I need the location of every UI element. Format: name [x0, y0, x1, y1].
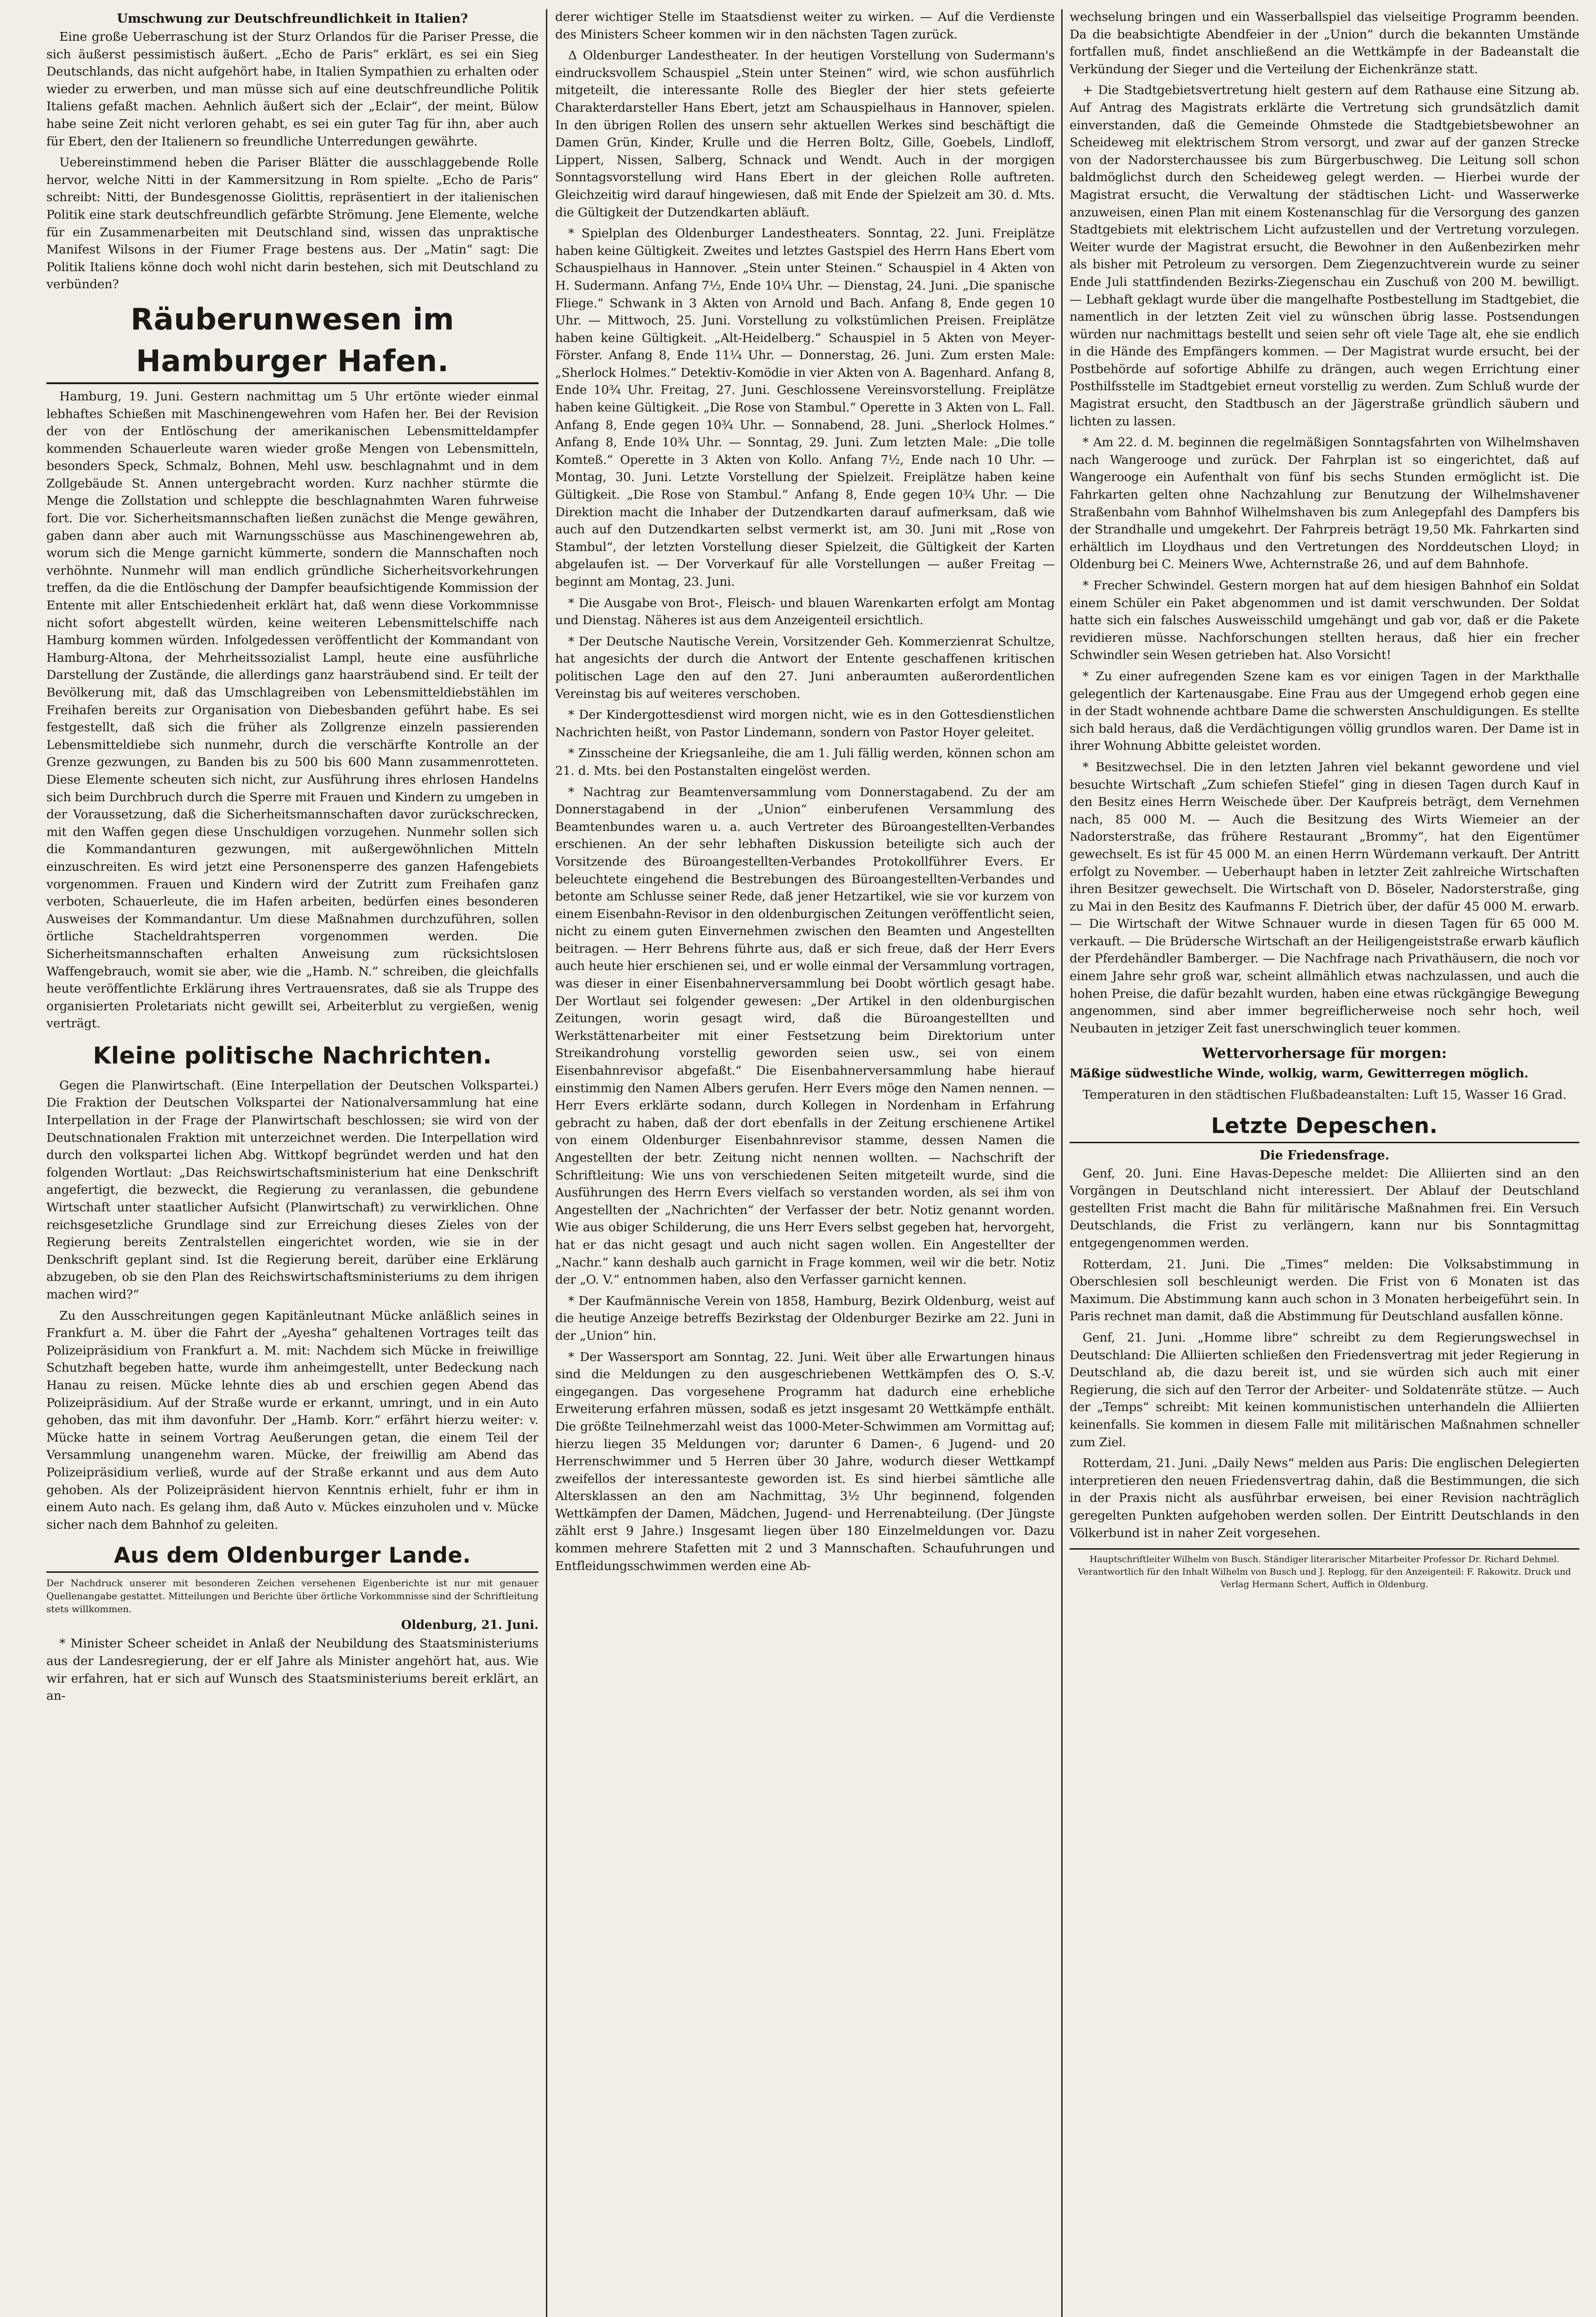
headline-hamburg: Räuberunwesen im Hamburger Hafen.	[46, 299, 538, 384]
article-paragraph: wechselung bringen und ein Wasserballspiel das vielseitige Programm beenden. Da die beabsichtigte Abendfeier in der „Union“ durch die bekannten Umstände fortfallen muß, findet anschließend an die Wettkämpfe in der Badeanstalt die Verkündung der Sieger und die Verteilung der Eichenkränze statt.	[1070, 10, 1579, 76]
weather-title: Wettervorhersage für morgen:	[1202, 1045, 1447, 1062]
article-paragraph: * Der Kaufmännische Verein von 1858, Hamburg, Bezirk Oldenburg, weist auf die heutige Anzeige betreffs Bezirkstag der Oldenburger Bezirke am 22. Juni in der „Union“ hin.	[555, 1293, 1055, 1343]
column-left	[46, 8, 538, 2317]
dispatch-paragraph: Genf, 21. Juni. „Homme libre“ schreibt zu dem Regierungswechsel in Deutschland: Die Alliierten schließen den Friedensvertrag mit jeder Regierung in Deutschland ab, die dazu bereit ist, und sie würden sich auch mit einer Regierung, die sich auf den Terror der Arbeiter- und Soldatenräte stütze. — Auch der „Temps“ schreibt: Mit keinen kommunistischen unterhandeln die Alliierten keinenfalls. Sie kommen in diesem Falle mit militärischen Maßnahmen schneller zum Ziel.	[1070, 1330, 1579, 1450]
article-paragraph: * Spielplan des Oldenburger Landestheaters. Sonntag, 22. Juni. Freiplätze haben keine Gültigkeit. Zweites und letztes Gastspiel des Herrn Hans Ebert vom Schauspielhaus in Hannover. „Stein unter Steinen.“ Schauspiel in 4 Akten von H. Sudermann. Anfang 7½, Ende 10¼ Uhr. — Dienstag, 24. Juni. „Die spanische Fliege.“ Schwank in 3 Akten von Arnold und Bach. Anfang 8, Ende gegen 10 Uhr. — Mittwoch, 25. Juni. Vorstellung zu volkstümlichen Preisen. Freiplätze haben keine Gültigkeit. „Alt-Heidelberg.“ Schauspiel in 5 Akten von Meyer-Förster. Anfang 8, Ende 11¼ Uhr. — Donnerstag, 26. Juni. Zum ersten Male: „Sherlock Holmes.“ Detektiv-Komödie in vier Akten von A. Bagenhard. Anfang 8, Ende 10¾ Uhr. Freitag, 27. Juni. Geschlossene Vereinsvorstellung. Freiplätze haben keine Gültigkeit. „Die Rose von Stambul.“ Operette in 3 Akten von L. Fall. Anfang 8, Ende gegen 10¾ Uhr. — Sonnabend, 28. Juni. „Sherlock Holmes.“ Anfang 8, Ende 10¾ Uhr. — Sonntag, 29. Juni. Zum letzten Male: „Die tolle Komteß.“ Operette in 3 Akten von Kollo. Anfang 7½, Ende nach 10 Uhr. — Montag, 30. Juni. Letzte Vorstellung der Spielzeit. Freiplätze haben keine Gültigkeit. „Die Rose von Stambul.“ Anfang 8, Ende gegen 10¾ Uhr. — Die Direktion macht die Inhaber der Dutzendkarten darauf aufmerksam, daß wie auch auf den Dutzendkarten selbst vermerkt ist, am 30. Juni mit „Rose von Stambul“, der letzten Vorstellung dieser Spielzeit, die Gültigkeit der Karten abgelaufen ist. — Der Vorverkauf für alle Vorstellungen — außer Freitag — beginnt am Montag, 23. Juni.	[555, 226, 1055, 589]
imprint-divider	[1070, 1548, 1579, 1550]
article-paragraph: * Zu einer aufregenden Szene kam es vor einigen Tagen in der Markthalle gelegentlich der Kartenausgabe. Eine Frau aus der Umgegend erhob gegen eine in der Stadt wohnende achtbare Dame die schwersten Anschuldigungen. Es stellte sich bald heraus, daß die Verdächtigungen völlig grundlos waren. Der Dame ist in ihrer Wohnung Abbitte geleistet worden.	[1070, 669, 1579, 753]
article-paragraph: * Besitzwechsel. Die in den letzten Jahren viel bekannt gewordene und viel besuchte Wirtschaft „Zum schiefen Stiefel“ ging in diesen Tagen durch Kauf in den Besitz eines Herrn Weischede über. Der Kaufpreis beträgt, dem Vernehmen nach, 85 000 M. — Auch die Besitzung des Wirts Wiemeier an der Nadorsterstraße, das frühere Restaurant „Brommy“, hat den Eigentümer gewechselt. Es ist für 45 000 M. an einen Herrn Würdemann verkauft. Der Antritt erfolgt zu November. — Ueberhaupt haben in letzter Zeit zahlreiche Wirtschaften ihren Besitzer gewechselt. Die Wirtschaft von D. Böseler, Nadorsterstraße, ging zu Mai in den Besitz des Kaufmanns F. Dietrich über, der dafür 45 000 M. erwarb. — Die Wirtschaft der Witwe Schnauer wurde in diesen Tagen für 65 000 M. verkauft. — Die Brüdersche Wirtschaft an der Heiligengeiststraße erwarb käuflich der Pferdehändler Bamberger. — Die Nachfrage nach Privathäusern, die noch vor einem Jahre sehr groß war, scheint allmählich etwas nachzulassen, und auch die hohen Preise, die dafür bezahlt wurden, haben eine etwas rückgängige Bewegung angenommen, sind aber immer begreiflicherweise noch sehr hoch, weil Neubauten in jetziger Zeit fast unerschwinglich teuer kommen.	[1070, 760, 1579, 1036]
article-paragraph: * Nachtrag zur Beamtenversammlung vom Donnerstagabend. Zu der am Donnerstagabend in der „Union“ einberufenen Versammlung des Beamtenbundes waren u. a. auch Vertreter des Büroangestellten-Verbandes erschienen. An der sehr lebhaften Diskussion beteiligte sich auch der Vorsitzende des Büroangestellten-Verbandes Protokollführer Evers. Er beleuchtete eingehend die Bestrebungen des Büroangestellten-Verbandes und betonte am Schlusse seiner Rede, daß jener Hetzartikel, wie sie vor kurzem von einem Eisenbahn-Revisor in den oldenburgischen Zeitungen veröffentlicht seien, nicht zu einem guten Einvernehmen zwischen den Beamten und Angestellten beitragen. — Herr Behrens führte aus, daß er sich freue, daß der Herr Evers auch heute hier erschienen sei, und er wolle einmal der Versammlung vortragen, was dieser in einer Eisenbahnerversammlung bei Doobt wörtlich gesagt habe. Der Wortlaut sei folgender gewesen: „Der Artikel in den oldenburgischen Zeitungen, worin gesagt wird, daß die Büroangestellten und Werkstättenarbeiter mit einer Festsetzung beim Direktorium unter Streikandrohung vorstellig geworden seien usw., sei von einem Eisenbahnrevisor abgefaßt.“ Die Eisenbahnerversammlung habe hierauf einstimmig den Namen Albers gerufen. Herr Evers möge den Namen nennen. — Herr Evers erklärte sodann, durch Kollegen in Nordenham in Erfahrung gebracht zu haben, daß der dort ebenfalls in der Zeitung erschienene Artikel von einem Oldenburger Eisenbahnrevisor stamme, dessen Namen die Angestellten der betr. Zeitung nicht nennen wollten. — Nachschrift der Schriftleitung: Wie uns von verschiedenen Seiten mitgeteilt wurde, sind die Ausführungen des Herrn Evers vielfach so verstanden worden, als sei ihm von Angestellten der „Nachrichten“ der Verfasser der betr. Notiz genannt worden. Wie aus obiger Schilderung, die uns Herr Evers selbst gegeben hat, hervorgeht, hat er das nicht gesagt und auch nicht sagen wollen. Ein Angestellter der „Nachr.“ kann deshalb auch garnicht in Frage kommen, weil wir die betr. Notiz der „O. V.“ entnommen haben, also den Verfasser garnicht kennen.	[555, 785, 1055, 1287]
article-paragraph: * Der Deutsche Nautische Verein, Vorsitzender Geh. Kommerzienrat Schultze, hat angesichts der durch die Antwort der Entente geschaffenen kritischen politischen Lage den auf den 27. Juni anberaumten außerordentlichen Vereinstag bis auf weiteres verschoben.	[555, 634, 1055, 701]
dispatch-paragraph: Rotterdam, 21. Juni. Die „Times“ melden: Die Volksabstimmung in Oberschlesien soll beschleunigt werden. Die Frist von 6 Monaten ist das Maximum. Die Abstimmung kann auch schon in 3 Monaten herbeigeführt sein. In Paris rechnet man damit, daß die Abstimmung für Deutschland ausfallen könne.	[1070, 1257, 1579, 1324]
dispatch-paragraph: Genf, 20. Juni. Eine Havas-Depesche meldet: Die Alliierten sind an den Vorgängen in Deutschland nicht interessiert. Der Ablauf der Deutschland gestellten Frist macht die Bahn für militärische Maßnahmen frei. Ein Versuch Deutschlands, die Frist zu verlängern, kann nur bis Sonntagmittag entgegengenommen werden.	[1070, 1166, 1579, 1250]
headline-latest-dispatches: Letzte Depeschen.	[1070, 1109, 1579, 1143]
article-paragraph: Δ Oldenburger Landestheater. In der heutigen Vorstellung von Sudermann's eindrucksvollem Schauspiel „Stein unter Steinen“ wird, wie schon ausführlich mitgeteilt, die interessante Rolle des Biegler der hier stets gefeierte Charakterdarsteller Hans Ebert, jetzt am Schauspielhaus in Hannover, spielen. In den übrigen Rollen des unsern sehr aktuellen Werkes sind beschäftigt die Damen Grün, Kinder, Krulle und die Herren Boltz, Gille, Goebels, Lindloff, Lippert, Nissen, Salberg, Schnack und Wendt. Auch in der morgigen Sonntagsvorstellung wird Hans Ebert in der gleichen Rolle auftreten. Gleichzeitig wird darauf hingewiesen, daß mit Ende der Spielzeit am 30. d. Mts. die Gültigkeit der Dutzendkarten abläuft.	[555, 48, 1055, 220]
column-right	[1070, 8, 1579, 2317]
headline-political-news: Kleine politische Nachrichten.	[93, 1042, 492, 1069]
article-paragraph: Hamburg, 19. Juni. Gestern nachmittag um 5 Uhr ertönte wieder einmal lebhaftes Schießen mit Maschinengewehren vom Hafen her. Bei der Revision der von der Entlöschung der amerikanischen Lebensmitteldampfer kommenden Schauerleute waren wieder große Mengen von Lebensmitteln, besonders Speck, Schmalz, Bohnen, Mehl usw. beschlagnahmt und in dem Zollgebäude St. Annen untergebracht worden. Kurz nachher stürmte die Menge die Zollstation und schleppte die beschlagnahmten Waren fuhrweise fort. Die vor. Sicherheitsmannschaften ließen zunächst die Menge gewähren, gaben dann aber auch mit Warnungsschüsse aus Maschinengewehren ab, worum sich die Menge garnicht kümmerte, sondern die Mannschaften noch verhöhnte. Nunmehr will man endlich gründliche Sicherheitsvorkehrungen treffen, da die die Entlöschung der Dampfer beaufsichtigende Kommission der Entente mit aller Entschiedenheit erklärt hat, daß wenn diese Vorkommnisse nicht sofort abgestellt würden, keine weiteren Lebensmittelschiffe nach Hamburg kommen würden. Infolgedessen veröffentlicht der Kommandant von Hamburg-Altona, der Mehrheitssozialist Lampl, heute eine ausführliche Darstellung der Zustände, die allerdings ganz haarsträubend sind. Er teilt der Bevölkerung mit, daß das Umschlagreiben von Lebensmitteldiebstählen im Freihafen bereits zur Organisation von Diebesbanden geführt habe. Es sei festgestellt, daß sich die früher als Zollgrenze einzeln passierenden Lebensmitteldiebe sich nunmehr, durch die verschärfte Kontrolle an der Grenze gezwungen, zu Banden bis zu 500 bis 600 Mann zusammenrotteten. Diese Elemente scheuten sich nicht, zur Ausführung ihres ehrlosen Handelns sich beim Durchbruch durch die Sperre mit Frauen und Kindern zu umgeben in der Voraussetzung, daß die Sicherheitsmannschaften davor zurückschrecken, mit den Waffen gegen diese Unschuldigen vorzugehen. Nunmehr sollen sich die Kommandanturen gezwungen, mit außergewöhnlichen Mitteln einzuschreiten. Es wird jetzt eine Personensperre des ganzen Hafengebiets vorgenommen. Frauen und Kindern wird der Zutritt zum Freihafen ganz verboten, Schauerleute, die im Hafen arbeiten, bedürfen eines besonderen Ausweises der Kommandantur. Um diese Maßnahmen durchzuführen, sollen örtliche Stacheldrahtsperren vorgenommen werden. Die Sicherheitsmannschaften erhalten Anweisung zum rücksichtslosen Waffengebrauch, womit sie aber, wie die „Hamb. N.“ schreiben, die gleichfalls heute veröffentlichte Erklärung ihres Vertrauensrates, daß sie als Truppe des organisierten Proletariats nicht gewillt sei, Arbeiterblut zu vergießen, wenig verträgt.	[46, 389, 538, 1031]
article-paragraph: derer wichtiger Stelle im Staatsdienst weiter zu wirken. — Auf die Verdienste des Ministers Scheer kommen wir in den nächsten Tagen zurück.	[555, 10, 1055, 42]
dispatch-paragraph: Rotterdam, 21. Juni. „Daily News“ melden aus Paris: Die englischen Delegierten interpretieren den neuen Friedensvertrag dahin, daß die Bestimmungen, die sich in der Praxis nicht als ausführbar erweisen, bei einer Revision nachträglich geregelten Punkten aufgehoben werden sollen. Der Eintritt Deutschlands in den Völkerbund ist in naher Zeit vorgesehen.	[1070, 1456, 1579, 1540]
imprint: Hauptschriftleiter Wilhelm von Busch. Ständiger literarischer Mitarbeiter Professor Dr. Richard Dehmel. Verantwortlich für den Inhalt Wilhelm von Busch und J. Replogg, für den Anzeigenteil: F. Rakowitz. Druck und Verlag Hermann Schert, Auffich in Oldenburg.	[1077, 1554, 1571, 1590]
article-title-italy: Umschwung zur Deutschfreundlichkeit in Italien?	[117, 12, 468, 26]
article-paragraph: Zu den Ausschreitungen gegen Kapitänleutnant Mücke anläßlich seines in Frankfurt a. M. über die Fahrt der „Ayesha“ gehaltenen Vortrages teilt das Polizeipräsidium von Frankfurt a. M. mit: Nachdem sich Mücke in freiwillige Schutzhaft begeben hatte, wurde ihm anheimgestellt, unter Bedeckung nach Hanau zu reisen. Mücke lehnte dies ab und erschien gegen Abend das Polizeipräsidium. Auf der Straße wurde er erkannt, umringt, und in ein Auto gehoben, das mit ihm davonfuhr. Der „Hamb. Korr.“ erfährt hierzu weiter: v. Mücke hatte in seinem Vortrag Aeußerungen getan, die einem Teil der Versammlung unangenehm waren. Mücke, der freiwillig am Abend das Polizeipräsidium verließ, wurde auf der Straße erkannt und aus dem Auto gehoben. Als der Polizeipräsident hiervon Kenntnis erhielt, fuhr er ihm in einem Auto nach. Es gelang ihm, daß Auto v. Mückes einzuholen und v. Mücke sicher nach dem Bahnhof zu geleiten.	[46, 1308, 538, 1532]
article-paragraph: * Der Wassersport am Sonntag, 22. Juni. Weit über alle Erwartungen hinaus sind die Meldungen zu den ausgeschriebenen Wettkämpfen des O. S.-V. eingegangen. Das vorgesehene Programm hat dadurch eine erhebliche Erweiterung erfahren müssen, sodaß es jetzt insgesamt 20 Wettkämpfe enthält. Die größte Teilnehmerzahl weist das 1000-Meter-Schwimmen am Vormittag auf; hierzu liegen 35 Meldungen vor; darunter 6 Damen-, 6 Jugend- und 20 Herrenschwimmer und 5 Herren über 30 Jahre, wodurch dieser Wettkampf zweifellos der interessanteste geworden ist. Es sind hierbei sämtliche alle Altersklassen an den am Nachmittag, 3½ Uhr beginnend, folgenden Wettkämpfen der Damen, Mädchen, Jugend- und Herrenabteilung. (Der Jüngste zählt erst 9 Jahre.) Insgesamt liegen über 180 Einzelmeldungen vor. Dazu kommen mehrere Stafetten mit 2 und 3 Mannschaften. Schaufuhrungen und Entfleidungsschwimmen werden eine Ab-	[555, 1349, 1055, 1573]
reprint-notice: Der Nachdruck unserer mit besonderen Zeichen versehenen Eigenberichte ist nur mit genauer Quellenangabe gestattet. Mitteilungen und Berichte über örtliche Vorkommnisse sind der Schriftleitung stets willkommen.	[46, 1577, 538, 1615]
article-paragraph: * Minister Scheer scheidet in Anlaß der Neubildung des Staatsministeriums aus der Landesregierung, der er elf Jahre als Minister angehört hat, aus. Wie wir erfahren, hat er sich auf Wunsch des Staatsministeriums bereit erklärt, an an-	[46, 1636, 538, 1703]
column-rule-left	[546, 9, 547, 2317]
article-paragraph: * Am 22. d. M. beginnen die regelmäßigen Sonntagsfahrten von Wilhelmshaven nach Wangerooge und zurück. Der Fahrplan ist so eingerichtet, daß auf Wangerooge ein Aufenthalt von fünf bis sechs Stunden ermöglicht ist. Die Fahrkarten gelten ohne Nachzahlung zur Benutzung der Wilhelmshavener Straßenbahn vom Bahnhof Wilhelmshaven bis zum Anlegepfahl des Dampfers bis der Strandhalle und umgekehrt. Der Fahrpreis beträgt 19,50 Mk. Fahrkarten sind erhältlich im Lloydhaus und den Vertretungen des Norddeutschen Lloyd; in Oldenburg bei C. Meiners Wwe, Achternstraße 26, und auf dem Bahnhofe.	[1070, 435, 1579, 572]
section-subtitle: Die Friedensfrage.	[1259, 1148, 1390, 1163]
article-paragraph: * Die Ausgabe von Brot-, Fleisch- und blauen Warenkarten erfolgt am Montag und Dienstag. Näheres ist aus dem Anzeigenteil ersichtlich.	[555, 595, 1055, 628]
dateline: Oldenburg, 21. Juni.	[401, 1618, 538, 1633]
article-paragraph: Eine große Ueberraschung ist der Sturz Orlandos für die Pariser Presse, die sich äußerst pessimistisch äußert. „Echo de Paris“ erklärt, es sei ein Sieg Deutschlands, das nicht aufgehört habe, in Italien Sympathien zu erhalten oder wieder zu erwerben, und man müsse sich auf eine deutschfreundliche Politik Italiens gefaßt machen. Aehnlich äußert sich der „Eclair“, der meint, Bülow habe seine Zeit nicht verloren gehabt, es sei ein guter Tag für ihn, aber auch für Ebert, den der Italienern so freundliche Unterredungen gewährte.	[46, 30, 538, 149]
article-paragraph: Gegen die Planwirtschaft. (Eine Interpellation der Deutschen Volkspartei.) Die Fraktion der Deutschen Volkspartei der Nationalversammlung hat eine Interpellation in der Frage der Planwirtschaft beschlossen; sie wird von der Deutschnationalen Fraktion mit unterzeichnet werden. Die Interpellation wird durch den volkspartei lichen Abg. Wittkopf begründet werden und hat den folgenden Wortlaut: „Das Reichswirtschaftsministerium hat eine Denkschrift angefertigt, die bezweckt, die Regierung zu veranlassen, die gebundene Wirtschaft unter staatlicher Aufsicht (Planwirtschaft) zu verwirklichen. Ohne reichsgesetzliche Grundlage sind zur Erreichung dieses Zieles von der Regierung bereits Zentralstellen eingerichtet worden, wie sie in der Denkschrift geplant sind. Ist die Regierung bereit, darüber eine Erklärung abzugeben, ob sie den Plan des Reichswirtschaftsministeriums zu dem ihrigen machen wird?“	[46, 1078, 538, 1302]
weather-forecast: Mäßige südwestliche Winde, wolkig, warm, Gewitterregen möglich.	[1070, 1066, 1529, 1081]
article-paragraph: * Zinsscheine der Kriegsanleihe, die am 1. Juli fällig werden, können schon am 21. d. Mts. bei den Postanstalten eingelöst werden.	[555, 746, 1055, 778]
article-paragraph: * Frecher Schwindel. Gestern morgen hat auf dem hiesigen Bahnhof ein Soldat einem Schüler ein Paket abgenommen und ist damit verschwunden. Der Soldat hatte sich ein falsches Ausweisschild umgehängt und gab vor, daß er die Pakete revidieren müsse. Nachforschungen stellten heraus, daß hier ein frecher Schwindler sein Wesen getrieben hat. Also Vorsicht!	[1070, 578, 1579, 663]
water-temperatures: Temperaturen in den städtischen Flußbadeanstalten: Luft 15, Wasser 16 Grad.	[1083, 1088, 1567, 1102]
article-paragraph: Uebereinstimmend heben die Pariser Blätter die ausschlaggebende Rolle hervor, welche Nitti in der Kammersitzung in Rom spielte. „Echo de Paris“ schreibt: Nitti, der Bundesgenosse Giolittis, repräsentiert in der italienischen Politik eine stark deutschfreundlich gefärbte Strömung. Jene Elemente, welche für ein Zusammenarbeiten mit Deutschland sind, wissen das unpraktische Manifest Wilsons in der Fiumer Frage bestens aus. Der „Matin“ sagt: Die Politik Italiens könne doch wohl nicht darin bestehen, sich mit Deutschland zu verbünden?	[46, 155, 538, 292]
column-rule-right	[1061, 9, 1063, 2317]
article-paragraph: * Der Kindergottesdienst wird morgen nicht, wie es in den Gottesdienstlichen Nachrichten heißt, von Pastor Lindemann, sondern von Pastor Hoyer geleitet.	[555, 708, 1055, 740]
column-middle	[555, 8, 1055, 2317]
headline-oldenburg: Aus dem Oldenburger Lande.	[46, 1539, 538, 1573]
article-paragraph: + Die Stadtgebietsvertretung hielt gestern auf dem Rathause eine Sitzung ab. Auf Antrag des Magistrats erklärte die Vertretung sich grundsätzlich damit einverstanden, daß die Gemeinde Ohmstede die Stadtgebietsbewohner an Scheideweg mit elektrischem Strom versorgt, und zwar auf der ganzen Strecke von der Nadorsterchaussee bis zum Bürgerbuschweg. Die Leitung soll schon baldmöglichst durch den Scheideweg gelegt werden. — Hierbei wurde der Magistrat ersucht, die Verwaltung der städtischen Licht- und Wasserwerke anzuweisen, einen Plan mit einem Kostenanschlag für die Versorgung des ganzen Stadtgebiets mit elektrischem Licht aufzustellen und der Vertretung vorzulegen. Weiter wurde der Magistrat ersucht, die Bewohner in den Außenbezirken mehr als bisher mit Petroleum zu versorgen. Dem Ziegenzuchtverein wurde zu seiner Ende Juli stattfindenden Bezirks-Ziegenschau ein Zuschuß von 200 M. bewilligt. — Lebhaft geklagt wurde über die mangelhafte Postbestellung im Stadtgebiet, die namentlich in der letzten Zeit viel zu wünschen übrig lasse. Postsendungen würden nur nachmittags bestellt und seien sehr oft viele Tage alt, ehe sie endlich in die Hände des Empfängers kommen. — Der Magistrat wurde ersucht, bei der Postbehörde auf sofortige Abhilfe zu drängen, auch wegen Errichtung einer Posthilfsstelle im Stadtgebiet erneut vorstellig zu werden. Zum Schluß wurde der Magistrat ersucht, den Stadtbusch an der Jägerstraße gründlich säubern und lichten zu lassen.	[1070, 83, 1579, 429]
